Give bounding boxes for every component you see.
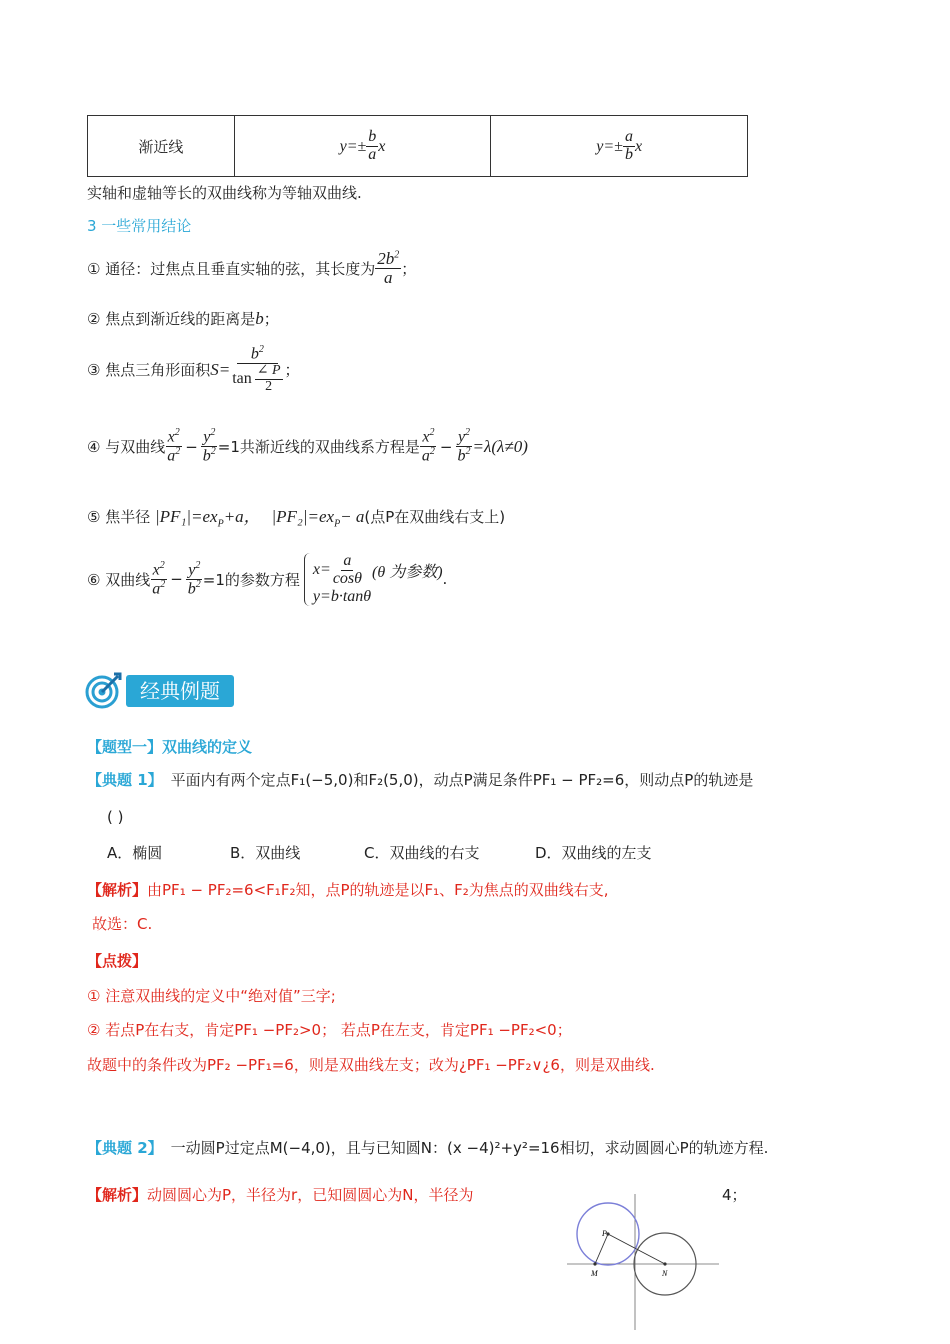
circles-figure [563, 1192, 723, 1332]
tip-tag: 【点拨】 [87, 952, 148, 970]
example-2-question: 【典题 2】 一动圆P过定点M(−4,0)，且与已知圆N：(x −4)²+y²=16相切，求动圆圆心P的轨迹方程. [87, 1139, 769, 1157]
param-system: x= $\frac{a}{\cos\theta}$ (θ 为参数) y=b·tanθ [304, 553, 443, 606]
asymptote-formula-2: y=± $\frac{a}{b}$ x [491, 116, 748, 177]
banner-title: 经典例题 [126, 675, 234, 707]
section-3-title: 3 一些常用结论 [87, 217, 192, 235]
asymptote-formula-1: y=± $\frac{b}{a}$ x [234, 116, 491, 177]
type1-title: 【题型一】双曲线的定义 [87, 738, 253, 756]
example-1-solution: 【解析】由PF₁ − PF₂=6<F₁F₂知，点P的轨迹是以F₁、F₂为焦点的双曲线右支, [87, 881, 609, 899]
option-a: A．椭圆 [107, 844, 163, 862]
conclusion-4: ④ 与双曲线 $x^2$ $a^2$ − $\frac{y^2}{b^2}$ =1共渐近线的双曲线系方程是 $x^2$ $a^2$ − $\frac{y^2}{b^2}$ =λ(λ≠0) [87, 427, 528, 465]
label-p: P [602, 1229, 607, 1238]
example-2-solution: 【解析】动圆圆心为P，半径为r，已知圆圆心为N，半径为 [87, 1186, 474, 1204]
conclusion-6: ⑥ 双曲线 $x^2$ $a^2$ − $\frac{y^2}{b^2}$ =1的参数方程 x= $\frac{a}{\cos\theta}$ (θ 为参数) y=b·tanθ . [87, 552, 448, 605]
option-b: B．双曲线 [230, 844, 301, 862]
segment-pn [608, 1234, 665, 1264]
target-icon [84, 670, 124, 710]
example-1-question: 【典题 1】 平面内有两个定点F₁(−5,0)和F₂(5,0)，动点P满足条件PF₁ − PF₂=6，则动点P的轨迹是 [87, 771, 754, 789]
example-2-solution-end: 4； [722, 1186, 747, 1204]
equal-axis-note: 实轴和虚轴等长的双曲线称为等轴双曲线. [87, 184, 362, 202]
tip-line-1: ① 注意双曲线的定义中“绝对值”三字; [87, 987, 336, 1005]
asymptote-label: 渐近线 [88, 116, 235, 177]
example-1-paren: ( ) [107, 808, 124, 826]
label-n: N [662, 1269, 668, 1278]
option-d: D．双曲线的左支 [535, 844, 652, 862]
conclusion-5: ⑤ 焦半径 $|PF_1|=ex_P+a$， $|PF_2|=ex_P- a$(点P在双曲线右支上) [87, 507, 506, 530]
asymptote-table [87, 115, 748, 177]
segment-pm [595, 1234, 608, 1264]
tip-line-3: 故题中的条件改为PF₂ −PF₁=6，则是双曲线左支；改为¿PF₁ −PF₂∨¿6，则是双曲线. [87, 1056, 655, 1074]
option-c: C．双曲线的右支 [364, 844, 480, 862]
conclusion-2: ② 焦点到渐近线的距离是b； [87, 309, 279, 328]
tip-line-2: ② 若点P在右支，肯定PF₁ −PF₂>0； 若点P在左支，肯定PF₁ −PF₂<0； [87, 1021, 572, 1039]
conclusion-3: ③ 焦点三角形面积 S= $b^2$ tan ∠ P 2 ； [87, 344, 300, 394]
label-m: M [591, 1269, 598, 1278]
example-1-answer: 故选：C. [92, 915, 153, 933]
conclusion-1: ① 通径：过焦点且垂直实轴的弦，其长度为 $2b^2$ a ； [87, 249, 417, 287]
